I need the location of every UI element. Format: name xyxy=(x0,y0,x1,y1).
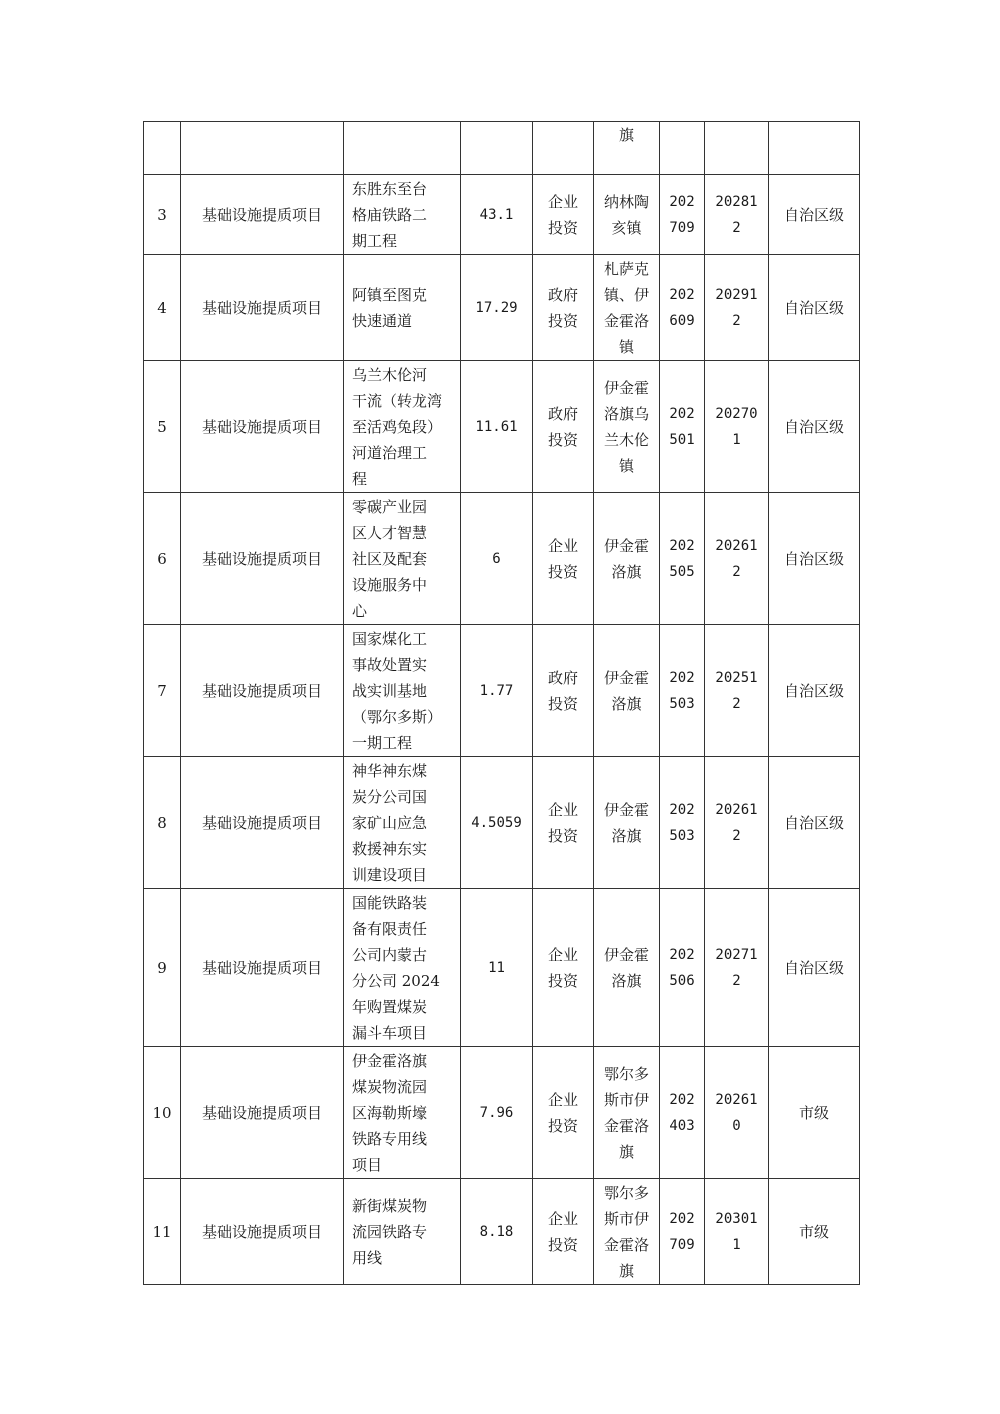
type-line: 投资 xyxy=(547,1116,578,1135)
cell-end xyxy=(705,757,769,889)
location-line: 洛旗 xyxy=(611,826,642,845)
start-line: 202 xyxy=(669,286,695,303)
location-line: 镇 xyxy=(618,456,634,475)
cell-type xyxy=(533,889,594,1047)
cell-type xyxy=(533,757,594,889)
start-line: 202 xyxy=(669,1091,695,1108)
name-line: 用线 xyxy=(352,1248,383,1267)
name-line: 家矿山应急 xyxy=(352,813,428,832)
cell-investment: 1.77 xyxy=(461,625,533,757)
cell-category: 基础设施提质项目 xyxy=(181,493,344,625)
cell-start xyxy=(660,493,705,625)
cell-end xyxy=(705,1047,769,1179)
type-line: 企业 xyxy=(547,192,578,211)
start-line: 202 xyxy=(669,537,695,554)
location-line: 亥镇 xyxy=(611,218,642,237)
cell-investment: 6 xyxy=(461,493,533,625)
cell-no: 9 xyxy=(144,889,181,1047)
location-line: 旗 xyxy=(618,1142,634,1161)
cell-end xyxy=(705,493,769,625)
cell-type xyxy=(533,493,594,625)
name-line: 流园铁路专 xyxy=(352,1222,428,1241)
cell-no: 11 xyxy=(144,1179,181,1285)
name-line: 新街煤炭物 xyxy=(352,1196,428,1215)
end-line: 1 xyxy=(732,431,741,448)
cell-end xyxy=(705,122,769,175)
cell-name xyxy=(344,1179,461,1285)
type-line: 投资 xyxy=(547,218,578,237)
end-line: 2 xyxy=(732,312,741,329)
cell-end xyxy=(705,1179,769,1285)
type-line: 投资 xyxy=(547,826,578,845)
cell-investment xyxy=(461,122,533,175)
cell-name xyxy=(344,361,461,493)
location-line: 斯市伊 xyxy=(603,1090,649,1109)
name-line: 年购置煤炭 xyxy=(352,997,428,1016)
cell-location xyxy=(594,122,660,175)
end-line: 2 xyxy=(732,827,741,844)
end-line: 20261 xyxy=(715,537,758,554)
type-line: 企业 xyxy=(547,536,578,555)
name-line: （鄂尔多斯） xyxy=(352,707,443,726)
cell-name xyxy=(344,1047,461,1179)
cell-category: 基础设施提质项目 xyxy=(181,175,344,255)
location-line: 伊金霍 xyxy=(603,378,649,397)
name-line: 零碳产业园 xyxy=(352,497,428,516)
location-line: 洛旗 xyxy=(611,562,642,581)
cell-category: 基础设施提质项目 xyxy=(181,361,344,493)
location-line: 金霍洛 xyxy=(603,311,649,330)
type-line: 企业 xyxy=(547,1209,578,1228)
start-line: 709 xyxy=(669,219,695,236)
cell-level: 自治区级 xyxy=(769,625,860,757)
name-line: 国能铁路装 xyxy=(352,893,428,912)
name-line: 心 xyxy=(352,601,368,620)
cell-end xyxy=(705,625,769,757)
cell-investment: 4.5059 xyxy=(461,757,533,889)
cell-location xyxy=(594,625,660,757)
name-line: 分公司 2024 xyxy=(352,971,440,990)
name-line: 至活鸡兔段） xyxy=(352,417,443,436)
cell-investment: 11.61 xyxy=(461,361,533,493)
cell-type xyxy=(533,1179,594,1285)
name-line: 漏斗车项目 xyxy=(352,1023,428,1042)
table-row xyxy=(144,1179,860,1285)
name-line: 乌兰木伦河 xyxy=(352,365,428,384)
cell-end xyxy=(705,175,769,255)
cell-no: 7 xyxy=(144,625,181,757)
cell-level: 自治区级 xyxy=(769,889,860,1047)
location-line: 斯市伊 xyxy=(603,1209,649,1228)
type-line: 投资 xyxy=(547,694,578,713)
name-line: 格庙铁路二 xyxy=(352,205,428,224)
name-line: 干流（转龙湾 xyxy=(352,391,443,410)
table-row xyxy=(144,625,860,757)
name-line: 公司内蒙古 xyxy=(352,945,428,964)
table-row xyxy=(144,493,860,625)
start-line: 202 xyxy=(669,946,695,963)
cell-type xyxy=(533,255,594,361)
location-line: 纳林陶 xyxy=(603,192,649,211)
end-line: 2 xyxy=(732,219,741,236)
cell-type xyxy=(533,175,594,255)
cell-no: 5 xyxy=(144,361,181,493)
location-line: 镇、伊 xyxy=(603,285,649,304)
location-line: 洛旗 xyxy=(611,971,642,990)
name-line: 神华神东煤 xyxy=(352,761,428,780)
name-line: 国家煤化工 xyxy=(352,629,428,648)
name-line: 事故处置实 xyxy=(352,655,428,674)
table-row xyxy=(144,889,860,1047)
name-line: 炭分公司国 xyxy=(352,787,428,806)
location-line: 兰木伦 xyxy=(603,430,649,449)
table-row xyxy=(144,757,860,889)
project-table xyxy=(143,121,860,1285)
cell-investment: 43.1 xyxy=(461,175,533,255)
cell-name xyxy=(344,757,461,889)
continuation-row xyxy=(144,122,860,175)
start-line: 202 xyxy=(669,1210,695,1227)
name-line: 程 xyxy=(352,469,368,488)
cell-no: 8 xyxy=(144,757,181,889)
name-line: 煤炭物流园 xyxy=(352,1077,428,1096)
cell-name xyxy=(344,889,461,1047)
end-line: 2 xyxy=(732,695,741,712)
type-line: 企业 xyxy=(547,1090,578,1109)
cell-location xyxy=(594,361,660,493)
start-line: 501 xyxy=(669,431,695,448)
cell-name xyxy=(344,493,461,625)
table-row xyxy=(144,255,860,361)
cell-category: 基础设施提质项目 xyxy=(181,757,344,889)
cell-no: 3 xyxy=(144,175,181,255)
name-line: 备有限责任 xyxy=(352,919,428,938)
name-line: 期工程 xyxy=(352,231,398,250)
start-line: 202 xyxy=(669,193,695,210)
start-line: 403 xyxy=(669,1117,695,1134)
name-line: 设施服务中 xyxy=(352,575,428,594)
cell-investment: 11 xyxy=(461,889,533,1047)
cell-level: 自治区级 xyxy=(769,361,860,493)
cell-name xyxy=(344,122,461,175)
start-line: 709 xyxy=(669,1236,695,1253)
cell-no: 4 xyxy=(144,255,181,361)
start-line: 202 xyxy=(669,669,695,686)
location-line: 洛旗乌 xyxy=(603,404,649,423)
cell-category xyxy=(181,122,344,175)
name-line: 一期工程 xyxy=(352,733,413,752)
table-body xyxy=(144,122,860,1285)
cell-start xyxy=(660,255,705,361)
cell-end xyxy=(705,255,769,361)
table-row xyxy=(144,1047,860,1179)
table-row xyxy=(144,175,860,255)
start-line: 202 xyxy=(669,405,695,422)
name-line: 河道治理工 xyxy=(352,443,428,462)
cell-start xyxy=(660,361,705,493)
location-line: 洛旗 xyxy=(611,694,642,713)
cell-start xyxy=(660,757,705,889)
start-line: 202 xyxy=(669,801,695,818)
type-line: 投资 xyxy=(547,562,578,581)
cell-investment: 8.18 xyxy=(461,1179,533,1285)
location-line: 鄂尔多 xyxy=(603,1064,649,1083)
cell-location xyxy=(594,889,660,1047)
start-line: 505 xyxy=(669,563,695,580)
cell-investment: 17.29 xyxy=(461,255,533,361)
cell-type xyxy=(533,1047,594,1179)
cell-start xyxy=(660,1179,705,1285)
cell-location xyxy=(594,175,660,255)
location-line: 旗 xyxy=(618,126,634,144)
name-line: 伊金霍洛旗 xyxy=(352,1051,428,1070)
type-line: 企业 xyxy=(547,800,578,819)
end-line: 20271 xyxy=(715,946,758,963)
location-line: 伊金霍 xyxy=(603,945,649,964)
location-line: 伊金霍 xyxy=(603,668,649,687)
location-line: 鄂尔多 xyxy=(603,1183,649,1202)
cell-category: 基础设施提质项目 xyxy=(181,255,344,361)
name-line: 项目 xyxy=(352,1155,383,1174)
name-line: 救援神东实 xyxy=(352,839,428,858)
name-line: 区人才智慧 xyxy=(352,523,428,542)
cell-no: 10 xyxy=(144,1047,181,1179)
type-line: 投资 xyxy=(547,311,578,330)
end-line: 2 xyxy=(732,563,741,580)
type-line: 政府 xyxy=(547,668,578,687)
name-line: 阿镇至图克 xyxy=(352,285,428,304)
start-line: 506 xyxy=(669,972,695,989)
name-line: 训建设项目 xyxy=(352,865,428,884)
start-line: 503 xyxy=(669,695,695,712)
end-line: 20301 xyxy=(715,1210,758,1227)
name-line: 铁路专用线 xyxy=(352,1129,428,1148)
type-line: 政府 xyxy=(547,285,578,304)
cell-end xyxy=(705,889,769,1047)
cell-level: 自治区级 xyxy=(769,493,860,625)
cell-location xyxy=(594,493,660,625)
end-line: 1 xyxy=(732,1236,741,1253)
table-row xyxy=(144,361,860,493)
cell-no xyxy=(144,122,181,175)
end-line: 20251 xyxy=(715,669,758,686)
cell-start xyxy=(660,122,705,175)
name-line: 区海勒斯壕 xyxy=(352,1103,428,1122)
cell-end xyxy=(705,361,769,493)
cell-type xyxy=(533,122,594,175)
cell-investment: 7.96 xyxy=(461,1047,533,1179)
type-line: 投资 xyxy=(547,430,578,449)
location-line: 伊金霍 xyxy=(603,800,649,819)
cell-level: 自治区级 xyxy=(769,757,860,889)
start-line: 609 xyxy=(669,312,695,329)
cell-location xyxy=(594,255,660,361)
cell-location xyxy=(594,1047,660,1179)
name-line: 东胜东至台 xyxy=(352,179,428,198)
cell-start xyxy=(660,175,705,255)
location-line: 金霍洛 xyxy=(603,1235,649,1254)
end-line: 2 xyxy=(732,972,741,989)
cell-level: 自治区级 xyxy=(769,175,860,255)
cell-category: 基础设施提质项目 xyxy=(181,1179,344,1285)
type-line: 政府 xyxy=(547,404,578,423)
cell-level: 市级 xyxy=(769,1179,860,1285)
start-line: 503 xyxy=(669,827,695,844)
location-line: 伊金霍 xyxy=(603,536,649,555)
cell-start xyxy=(660,1047,705,1179)
cell-level: 自治区级 xyxy=(769,255,860,361)
cell-type xyxy=(533,625,594,757)
name-line: 战实训基地 xyxy=(352,681,428,700)
end-line: 20261 xyxy=(715,1091,758,1108)
cell-start xyxy=(660,889,705,1047)
location-line: 金霍洛 xyxy=(603,1116,649,1135)
type-line: 企业 xyxy=(547,945,578,964)
location-line: 札萨克 xyxy=(603,259,649,278)
cell-level xyxy=(769,122,860,175)
cell-type xyxy=(533,361,594,493)
type-line: 投资 xyxy=(547,1235,578,1254)
type-line: 投资 xyxy=(547,971,578,990)
cell-name xyxy=(344,255,461,361)
cell-location xyxy=(594,1179,660,1285)
end-line: 20281 xyxy=(715,193,758,210)
name-line: 社区及配套 xyxy=(352,549,428,568)
cell-category: 基础设施提质项目 xyxy=(181,625,344,757)
end-line: 0 xyxy=(732,1117,741,1134)
location-line: 镇 xyxy=(618,337,634,356)
end-line: 20270 xyxy=(715,405,758,422)
cell-name xyxy=(344,625,461,757)
cell-name xyxy=(344,175,461,255)
cell-start xyxy=(660,625,705,757)
name-line: 快速通道 xyxy=(352,311,413,330)
cell-category: 基础设施提质项目 xyxy=(181,1047,344,1179)
cell-level: 市级 xyxy=(769,1047,860,1179)
end-line: 20291 xyxy=(715,286,758,303)
end-line: 20261 xyxy=(715,801,758,818)
cell-no: 6 xyxy=(144,493,181,625)
location-line: 旗 xyxy=(618,1261,634,1280)
cell-location xyxy=(594,757,660,889)
cell-category: 基础设施提质项目 xyxy=(181,889,344,1047)
